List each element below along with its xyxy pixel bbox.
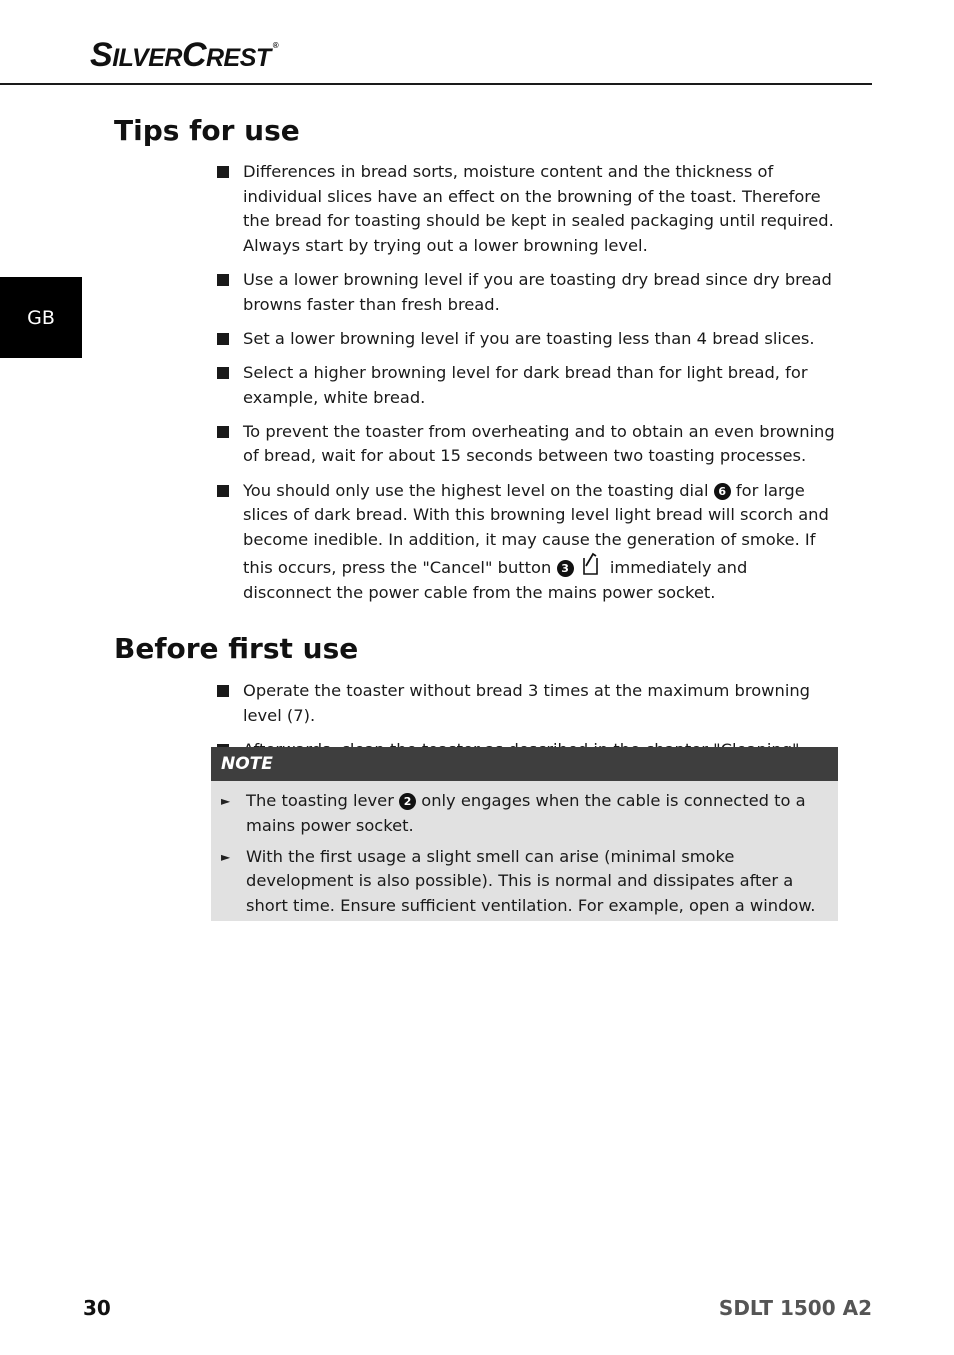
arrow-right-icon: ► xyxy=(221,849,231,864)
language-tab xyxy=(0,277,82,358)
list-item: Differences in bread sorts, moisture content and the thickness of individual slices have an effect on the browning of the toast. Therefore the bread for toasting should be kept in sealed packaging until required. Always start by trying out a lower browning level. xyxy=(215,160,840,258)
tips-list xyxy=(215,160,840,615)
note-title: NOTE xyxy=(211,747,838,781)
bullet-square-icon xyxy=(217,274,229,286)
note-list xyxy=(211,781,838,918)
bullet-square-icon xyxy=(217,367,229,379)
list-item: Use a lower browning level if you are toasting dry bread since dry bread browns faster than fresh bread. xyxy=(215,268,840,317)
reference-number-badge: 6 xyxy=(714,483,731,500)
reference-number-badge: 2 xyxy=(399,793,416,810)
header-divider xyxy=(0,83,872,85)
language-tab-label: GB xyxy=(27,306,55,329)
list-item: Select a higher browning level for dark bread than for light bread, for example, white bread. xyxy=(215,361,840,410)
reference-number-badge: 3 xyxy=(557,560,574,577)
list-item: ► With the first usage a slight smell can arise (minimal smoke development is also possible). This is normal and dissipates after a short time. Ensure sufficient ventilation. For example, open a window. xyxy=(221,846,816,915)
model-number: SDLT 1500 A2 xyxy=(718,1296,872,1320)
bullet-square-icon xyxy=(217,685,229,697)
page-number: 30 xyxy=(83,1296,111,1320)
list-item: You should only use the highest level on the toasting dial 6 for large slices of dark bread. With this browning level light bread will scorch and become inedible. In addition, it may cause the generation of smoke. If this occurs, press the "Cancel" button 3 immediately and disconnect the power cable from the mains power socket. xyxy=(215,479,840,606)
arrow-right-icon: ► xyxy=(221,794,231,808)
bullet-square-icon xyxy=(217,485,229,497)
list-item: ► The toasting lever 2 only engages when the cable is connected to a mains power socket. xyxy=(221,791,806,835)
bullet-square-icon xyxy=(217,333,229,345)
bullet-square-icon xyxy=(217,426,229,438)
list-item: Set a lower browning level if you are toasting less than 4 bread slices. xyxy=(215,327,840,352)
list-item: Operate the toaster without bread 3 times at the maximum browning level (7). xyxy=(215,679,840,728)
list-item: To prevent the toaster from overheating and to obtain an even browning of bread, wait for about 15 seconds between two toasting processes. xyxy=(215,420,840,469)
first-use-heading: Before first use xyxy=(114,632,359,665)
cancel-symbol-icon xyxy=(581,552,603,576)
bullet-square-icon xyxy=(217,166,229,178)
tips-heading: Tips for use xyxy=(114,114,300,147)
brand-logo: SILVERCREST ® xyxy=(90,36,279,74)
note-box xyxy=(211,747,838,921)
